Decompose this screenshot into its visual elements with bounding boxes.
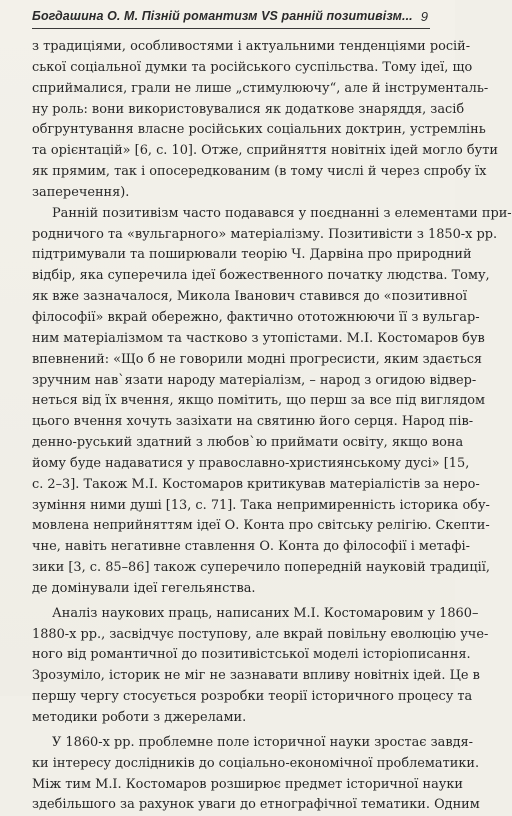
text-line: денно-руський здатний з любов`ю приймати освіту, якщо вона <box>32 435 464 451</box>
text-line: У 1860-х рр. проблемне поле історичної науки зростає завдя- <box>52 734 474 750</box>
text-line: з традиціями, особливостями і актуальними тенденціями росій- <box>32 39 471 54</box>
paragraph <box>32 733 480 816</box>
text-line: неться від їх вчення, якщо помітить, що перш за все під виглядом <box>32 393 486 409</box>
text-line: відбір, яка суперечила ідеї божественного початку людства. Тому, <box>32 268 490 284</box>
paragraph <box>32 604 489 729</box>
text-line: зуміння ними душі [13, с. 71]. Така непримиренність історика обу- <box>32 497 490 513</box>
text-line: ну роль: вони використовувалися як додаткове знаряддя, засіб <box>32 101 465 117</box>
text-line: здебільшого за рахунок уваги до етнографічної тематики. Одним <box>32 797 480 813</box>
text-line: ської соціальної думки та російського суспільства. Тому ідеї, що <box>32 59 473 75</box>
text-line: де домінували ідеї гегельянства. <box>32 580 256 596</box>
text-line: ного від романтичної до позитивістської моделі історіописання. <box>32 647 471 663</box>
text-line: Зрозуміло, історик не міг не зазнавати впливу новітніх ідей. Це в <box>32 668 480 684</box>
text-line: впевнений: «Що б не говорили модні прогресисти, яким здається <box>32 351 483 367</box>
text-line: сприймалися, грали не лише „стимулюючу“, але й інструменталь- <box>32 80 489 96</box>
text-line: першу чергу стосується розробки теорії історичного процесу та <box>32 689 473 705</box>
text-line: родничого та «вульгарного» матеріалізму. Позитивісти з 1850-х рр. <box>32 226 498 242</box>
text-line: мовлена неприйняттям ідеї О. Конта про світську релігію. Скепти- <box>32 518 490 534</box>
text-line: як вже зазначалося, Микола Іванович ставився до «позитивної <box>32 289 467 305</box>
text-line: обгрунтування власне російських соціальних доктрин, устремлінь <box>32 122 486 138</box>
text-line: філософії» вкрай обережно, фактично ототожнюючи її з вульгар- <box>32 309 480 325</box>
running-header <box>32 6 430 29</box>
text-line: та орієнтацій» [6, с. 10]. Отже, сприйняття новітніх ідей могло бути <box>32 143 498 159</box>
text-line: чне, навіть негативне ставлення О. Конта до філософії і метафі- <box>32 539 470 555</box>
running-title: Богдашина О. М. Пізній романтизм VS ранній позитивізм... <box>32 9 413 23</box>
body-text <box>32 37 512 816</box>
text-line: с. 2–3]. Також М.І. Костомаров критикував матеріалістів за неро- <box>32 476 480 492</box>
paragraph <box>32 204 512 600</box>
text-line: Аналіз наукових праць, написаних М.І. Костомаровим у 1860– <box>52 605 479 621</box>
text-line: методики роботи з джерелами. <box>32 710 247 725</box>
text-line: ним матеріалізмом та частково з утопістами. М.І. Костомаров був <box>32 330 485 346</box>
text-line: зики [3, с. 85–86] також суперечило попередній науковій традиції, <box>32 560 491 576</box>
text-line: Ранній позитивізм часто подавався у поєднанні з елементами при- <box>52 205 512 221</box>
paragraph <box>32 37 498 204</box>
text-line: Між тим М.І. Костомаров розширює предмет історичної науки <box>32 776 464 792</box>
text-line: зручним нав`язати народу матеріалізм, – народ з огидою відвер- <box>32 372 477 388</box>
text-line: 1880-х рр., засвідчує поступову, але вкрай повільну еволюцію уче- <box>32 626 489 642</box>
text-line: цього вчення хочуть зазіхати на святиню його серця. Народ пів- <box>32 414 474 430</box>
text-line: як прямим, так і опосередкованим (в тому числі й через спробу їх <box>32 164 487 180</box>
text-line: підтримували та поширювали теорію Ч. Дарвіна про природний <box>32 247 472 263</box>
page-number: 9 <box>420 9 428 24</box>
text-line: ки інтересу дослідників до соціально-економічної проблематики. <box>32 755 480 771</box>
text-line: йому буде надаватися у православно-християнському дусі» [15, <box>32 455 470 471</box>
text-line: заперечення). <box>32 184 130 200</box>
